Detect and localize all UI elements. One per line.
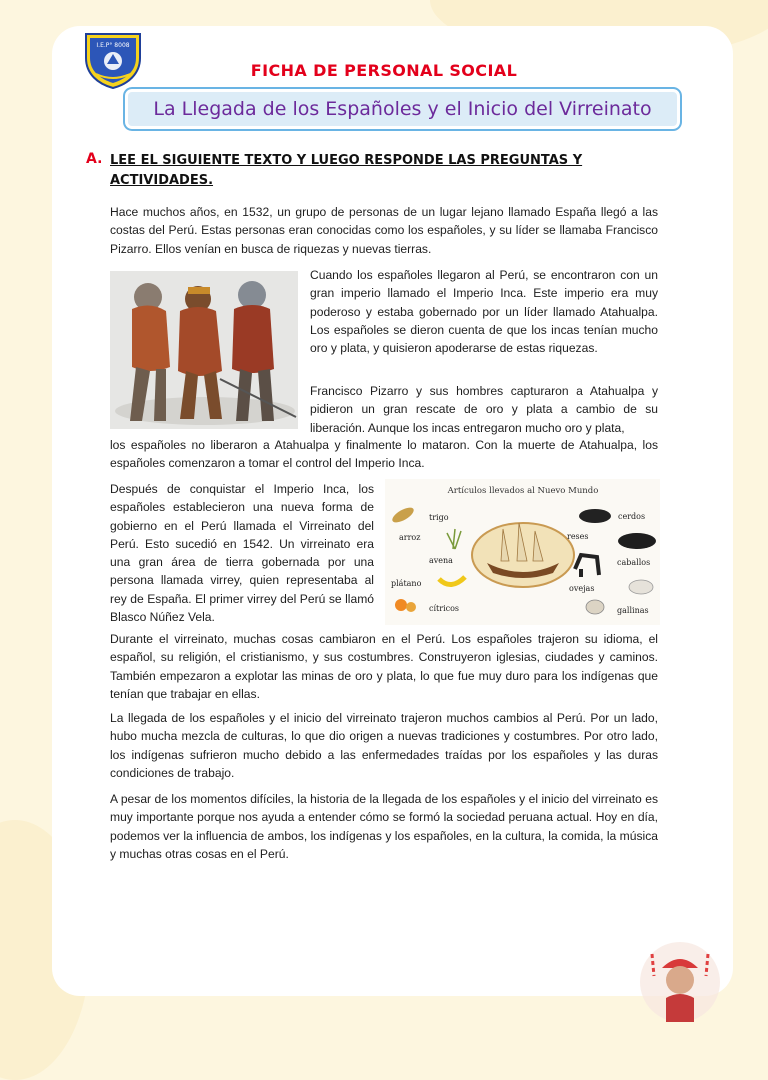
figure-title: Artículos llevados al Nuevo Mundo [447, 486, 599, 496]
paragraph-3a: Francisco Pizarro y sus hombres capturaron a Atahualpa y pidieron un gran rescate de oro y plata a cambio de su liberación. Aunque los incas entregaron mucho oro y plata, [310, 384, 658, 435]
label-trigo: trigo [429, 513, 449, 522]
cattle-icon [618, 533, 656, 549]
label-cerdos: cerdos [618, 512, 646, 521]
paragraph-7: A pesar de los momentos difíciles, la historia de la llegada de los españoles y el inicio del virreinato es muy importante porque nos ayuda a entender cómo se formó la sociedad peruana actual. Hoy en día, podemos ver la influencia de ambos, los indígenas y los españoles, en la cultura, la comida, la música y muchas otras cosas en el Perú. [110, 792, 658, 861]
subtitle-text: La Llegada de los Españoles y el Inicio del Virreinato [153, 98, 652, 120]
corner-character-illustration [622, 934, 732, 1022]
label-gallinas: gallinas [617, 606, 649, 615]
paragraph-4: Después de conquistar el Imperio Inca, los españoles establecieron una nueva forma de gobierno en el Perú llamada el Virreinato del Perú. Esto sucedió en 1542. Un virreinato era una gran área de tierra gobernada por una persona llamada virrey, quien representaba al rey de España. El primer virrey del Perú se llamó Blasco Núñez Vela. [110, 482, 374, 625]
label-citricos: cítricos [429, 604, 460, 613]
paragraph-3b: los españoles no liberaron a Atahualpa y finalmente lo mataron. Con la muerte de Atahualpa, los españoles comenzaron a tomar el control del Imperio Inca. [110, 438, 658, 471]
sheep-icon [629, 580, 653, 594]
chicken-icon [586, 600, 604, 614]
subtitle-banner [123, 87, 682, 131]
pig-icon [579, 509, 611, 523]
label-ovejas: ovejas [569, 584, 595, 593]
label-reses: reses [567, 532, 589, 541]
paragraph-5: Durante el virreinato, muchas cosas cambiaron en el Perú. Los españoles trajeron su idioma, el español, su religión, el cristianismo, y sus costumbres. Construyeron iglesias, ciudades y caminos. También empezaron a explotar las minas de oro y plata, lo que fue muy duro para los indígenas que tenían que trabajar en ellas. [110, 632, 658, 701]
label-arroz: arroz [399, 533, 421, 542]
logo-text: I.E.P° 8008 [96, 42, 130, 49]
section-letter: A. [86, 151, 103, 167]
page-title: FICHA DE PERSONAL SOCIAL [250, 61, 518, 80]
paragraph-1: Hace muchos años, en 1532, un grupo de personas de un lugar lejano llamado España llegó a las costas del Perú. Estas personas eran conocidas como los españoles, y su líder se llamaba Francisco Pizarro. Ellos venían en busca de riquezas y nuevas tierras. [110, 205, 658, 256]
label-avena: avena [429, 556, 453, 565]
school-logo [80, 28, 146, 90]
articles-to-new-world-figure [385, 479, 660, 625]
label-platano: plátano [391, 579, 422, 588]
section-heading: LEE EL SIGUIENTE TEXTO Y LUEGO RESPONDE LAS PREGUNTAS Y ACTIVIDADES. [110, 153, 583, 188]
conquistadors-illustration [110, 271, 298, 429]
paragraph-6: La llegada de los españoles y el inicio del virreinato trajeron muchos cambios al Perú. Por un lado, hubo mucha mezcla de culturas, lo que dio origen a nuevas tradiciones y costumbres. Por otro lado, los indígenas sufrieron mucho debido a las enfermedades traídas por los españoles y las duras condiciones de trabajo. [110, 711, 658, 780]
paragraph-2: Cuando los españoles llegaron al Perú, se encontraron con un gran imperio llamado el Imperio Inca. Este imperio era muy poderoso y estaba gobernado por un líder llamado Atahualpa. Los españoles se dieron cuenta de que los incas tenían mucho oro y plata, y quisieron apoderarse de estas riquezas. [310, 268, 658, 356]
label-caballos: caballos [617, 558, 651, 567]
